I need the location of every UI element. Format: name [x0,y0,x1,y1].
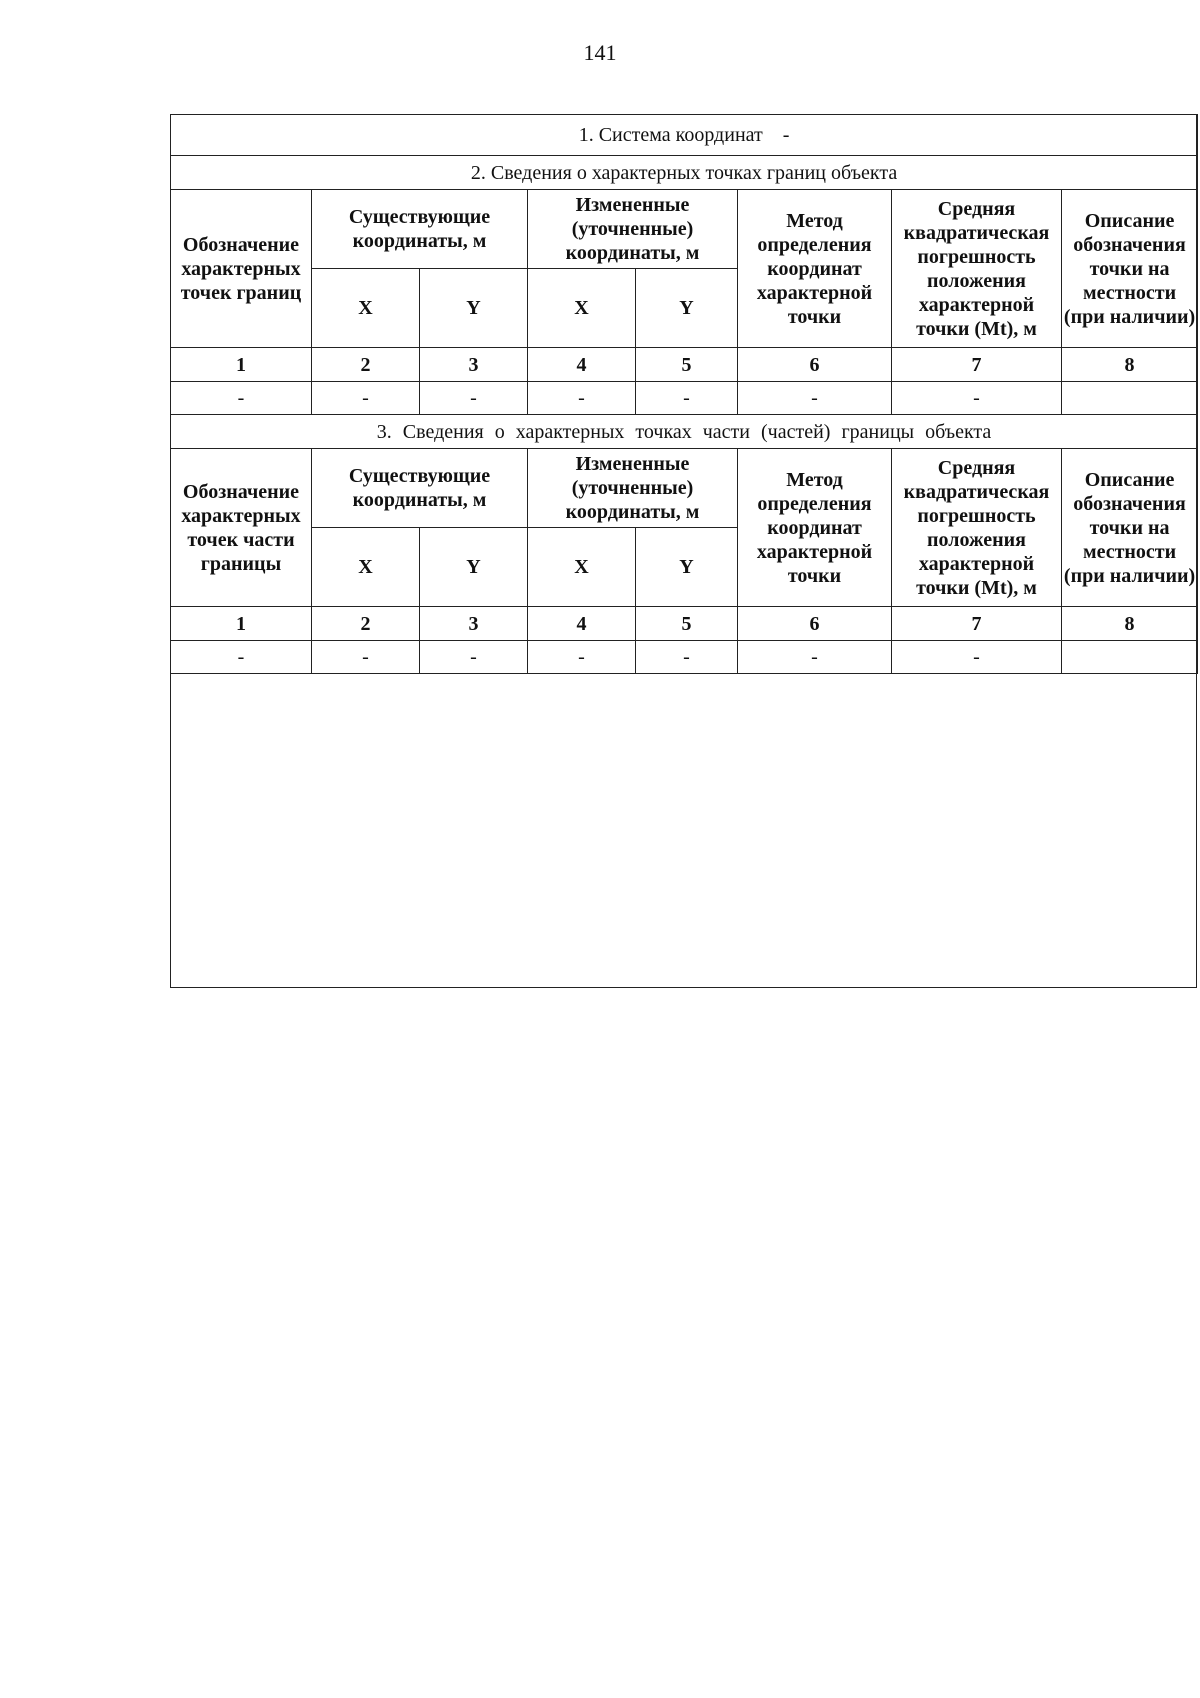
header-changed-y: Y [636,269,738,348]
header-existing-coordinates: Существующие координаты, м [312,190,528,269]
table-cell: - [171,641,312,674]
table-cell [1062,641,1198,674]
table-row [171,382,1198,415]
coordinate-system-value: - [782,124,790,146]
coordinate-system-label: 1. Система координат [578,124,763,146]
column-number: 1 [171,348,312,382]
header-existing-x: X [312,528,420,607]
header-changed-x: X [528,528,636,607]
column-number-row [171,348,1198,382]
table-cell [1062,382,1198,415]
header-method: Метод определения координат характерной точки [738,190,892,348]
column-number: 8 [1062,607,1198,641]
table-cell: - [420,382,528,415]
header-method: Метод определения координат характерной точки [738,449,892,607]
table-cell: - [171,382,312,415]
coordinate-system-row [171,115,1198,156]
column-number: 7 [892,348,1062,382]
table-cell: - [312,382,420,415]
column-number: 3 [420,607,528,641]
header-existing-coordinates: Существующие координаты, м [312,449,528,528]
section-3-title: 3. Сведения о характерных точках части (частей) границы объекта [171,415,1198,449]
header-mean-error: Средняя квадратическая погрешность положения характерной точки (Mt), м [892,449,1062,607]
table-cell: - [528,382,636,415]
table-cell: - [636,382,738,415]
column-number: 4 [528,348,636,382]
column-number: 1 [171,607,312,641]
table-cell: - [528,641,636,674]
column-number: 6 [738,607,892,641]
section-2-title: 2. Сведения о характерных точках границ объекта [171,156,1198,190]
column-number: 2 [312,607,420,641]
table-cell: - [738,382,892,415]
table-cell: - [892,382,1062,415]
column-number: 4 [528,607,636,641]
table-row [171,641,1198,674]
table-cell: - [312,641,420,674]
header-description: Описание обозначения точки на местности (при наличии) [1062,190,1198,348]
column-number: 2 [312,348,420,382]
table-cell: - [738,641,892,674]
boundary-points-table [170,114,1198,674]
header-designation-part: Обозначение характерных точек части границы [171,449,312,607]
header-changed-coordinates: Измененные (уточненные) координаты, м [528,190,738,269]
column-number: 3 [420,348,528,382]
header-changed-x: X [528,269,636,348]
header-existing-y: Y [420,269,528,348]
column-number: 7 [892,607,1062,641]
column-number: 8 [1062,348,1198,382]
header-mean-error: Средняя квадратическая погрешность положения характерной точки (Mt), м [892,190,1062,348]
table-cell: - [636,641,738,674]
header-changed-y: Y [636,528,738,607]
header-existing-x: X [312,269,420,348]
column-number: 6 [738,348,892,382]
header-changed-coordinates: Измененные (уточненные) координаты, м [528,449,738,528]
header-description: Описание обозначения точки на местности (при наличии) [1062,449,1198,607]
table-cell: - [892,641,1062,674]
column-number: 5 [636,607,738,641]
table-cell: - [420,641,528,674]
header-designation: Обозначение характерных точек границ [171,190,312,348]
page-number: 141 [583,40,617,65]
column-number-row [171,607,1198,641]
column-number: 5 [636,348,738,382]
header-existing-y: Y [420,528,528,607]
